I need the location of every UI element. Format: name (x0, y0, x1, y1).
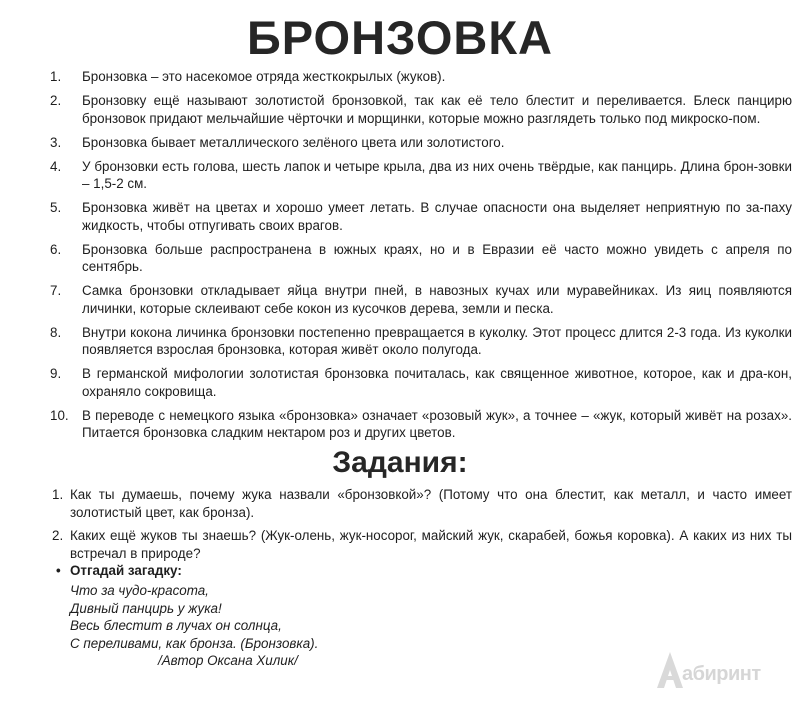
fact-text: Бронзовка больше распространена в южных краях, но и в Евразии её часто можно увидеть с апреля по сентябрь. (82, 241, 792, 274)
tasks-heading: Задания: (332, 446, 468, 479)
fact-item (0, 241, 800, 276)
task-item (0, 486, 800, 521)
labirint-logo-icon (656, 650, 684, 690)
bullet-icon: • (56, 563, 61, 578)
fact-item (0, 282, 800, 317)
fact-number: 10. (50, 407, 69, 423)
riddle-header (56, 562, 182, 579)
page-title: БРОНЗОВКА (247, 11, 553, 64)
poem-line: Весь блестит в лучах он солнца, (70, 618, 282, 633)
fact-text: Внутри кокона личинка бронзовки постепенно превращается в куколку. Этот процесс длится 2-3 года. Из куколки появляется взрослая бронзовка, которая живёт около полугода. (82, 324, 792, 357)
fact-number: 8. (50, 324, 62, 340)
fact-text: Бронзовка живёт на цветах и хорошо умеет летать. В случае опасности она выделяет неприятную по за-паху жидкость, чтобы отпугивать своих врагов. (82, 200, 792, 233)
fact-text: У бронзовки есть голова, шесть лапок и четыре крыла, два из них очень твёрдые, как панцирь. Длина брон-зовки – 1,5-2 см. (82, 158, 792, 191)
tasks-list (0, 486, 800, 568)
fact-number: 2. (50, 93, 62, 108)
task-text: Каких ещё жуков ты знаешь? (Жук-олень, жук-носорог, майский жук, скарабей, божья коровка). А каких из них ты встречал в природе? (70, 528, 792, 561)
fact-number: 3. (50, 134, 62, 150)
poem-line: С переливами, как бронза. (Бронзовка). (70, 635, 319, 651)
task-text: Как ты думаешь, почему жука назвали «бронзовкой»? (Потому что она блестит, как металл, и часто имеет золотистый цвет, как бронза). (70, 487, 792, 520)
poem-line: Дивный панцирь у жука! (70, 600, 222, 616)
fact-item (0, 68, 800, 86)
riddle-poem (70, 582, 318, 652)
fact-text: Бронзовка – это насекомое отряда жесткокрылых (жуков). (82, 69, 446, 84)
fact-text: Самка бронзовки откладывает яйца внутри пней, в навозных кучах или муравейниках. Из яиц появляются личинки, которые склеивают себе кокон из кусочков дерева, земли и песка. (82, 283, 792, 316)
fact-item (0, 324, 800, 359)
fact-item (0, 365, 800, 400)
poem-line: Что за чудо-красота, (70, 583, 209, 598)
fact-text: В германской мифологии золотистая бронзовка почиталась, как священное животное, которое, как и дра-кон, охраняло сокровища. (82, 366, 792, 399)
fact-item (0, 199, 800, 234)
watermark (656, 650, 786, 690)
fact-text: Бронзовку ещё называют золотистой бронзовкой, так как её тело блестит и переливается. Блеск панцирю бронзовок придают мельчайшие чёрточки и морщинки, которые можно разглядеть только под микроско-пом. (82, 93, 792, 126)
fact-number: 7. (50, 283, 62, 298)
fact-item (0, 407, 800, 442)
fact-text: Бронзовка бывает металлического зелёного цвета или золотистого. (82, 134, 505, 150)
riddle-author: /Автор Оксана Хилик/ (158, 653, 298, 668)
task-number: 1. (52, 487, 64, 502)
fact-number: 6. (50, 241, 62, 257)
fact-number: 5. (50, 200, 62, 215)
fact-number: 4. (50, 158, 62, 174)
watermark-text: абиринт (682, 663, 761, 685)
fact-text: В переводе с немецкого языка «бронзовка» означает «розовый жук», а точнее – «жук, который живёт на розах». Питается бронзовка сладким нектаром роз и других цветов. (82, 407, 792, 440)
fact-item (0, 158, 800, 193)
task-item (0, 527, 800, 562)
fact-item (0, 134, 800, 152)
fact-number: 9. (50, 366, 62, 381)
task-number: 2. (52, 528, 64, 543)
facts-list (0, 68, 800, 448)
fact-item (0, 92, 800, 127)
riddle-header-label: Отгадай загадку: (70, 563, 182, 578)
fact-number: 1. (50, 69, 62, 84)
